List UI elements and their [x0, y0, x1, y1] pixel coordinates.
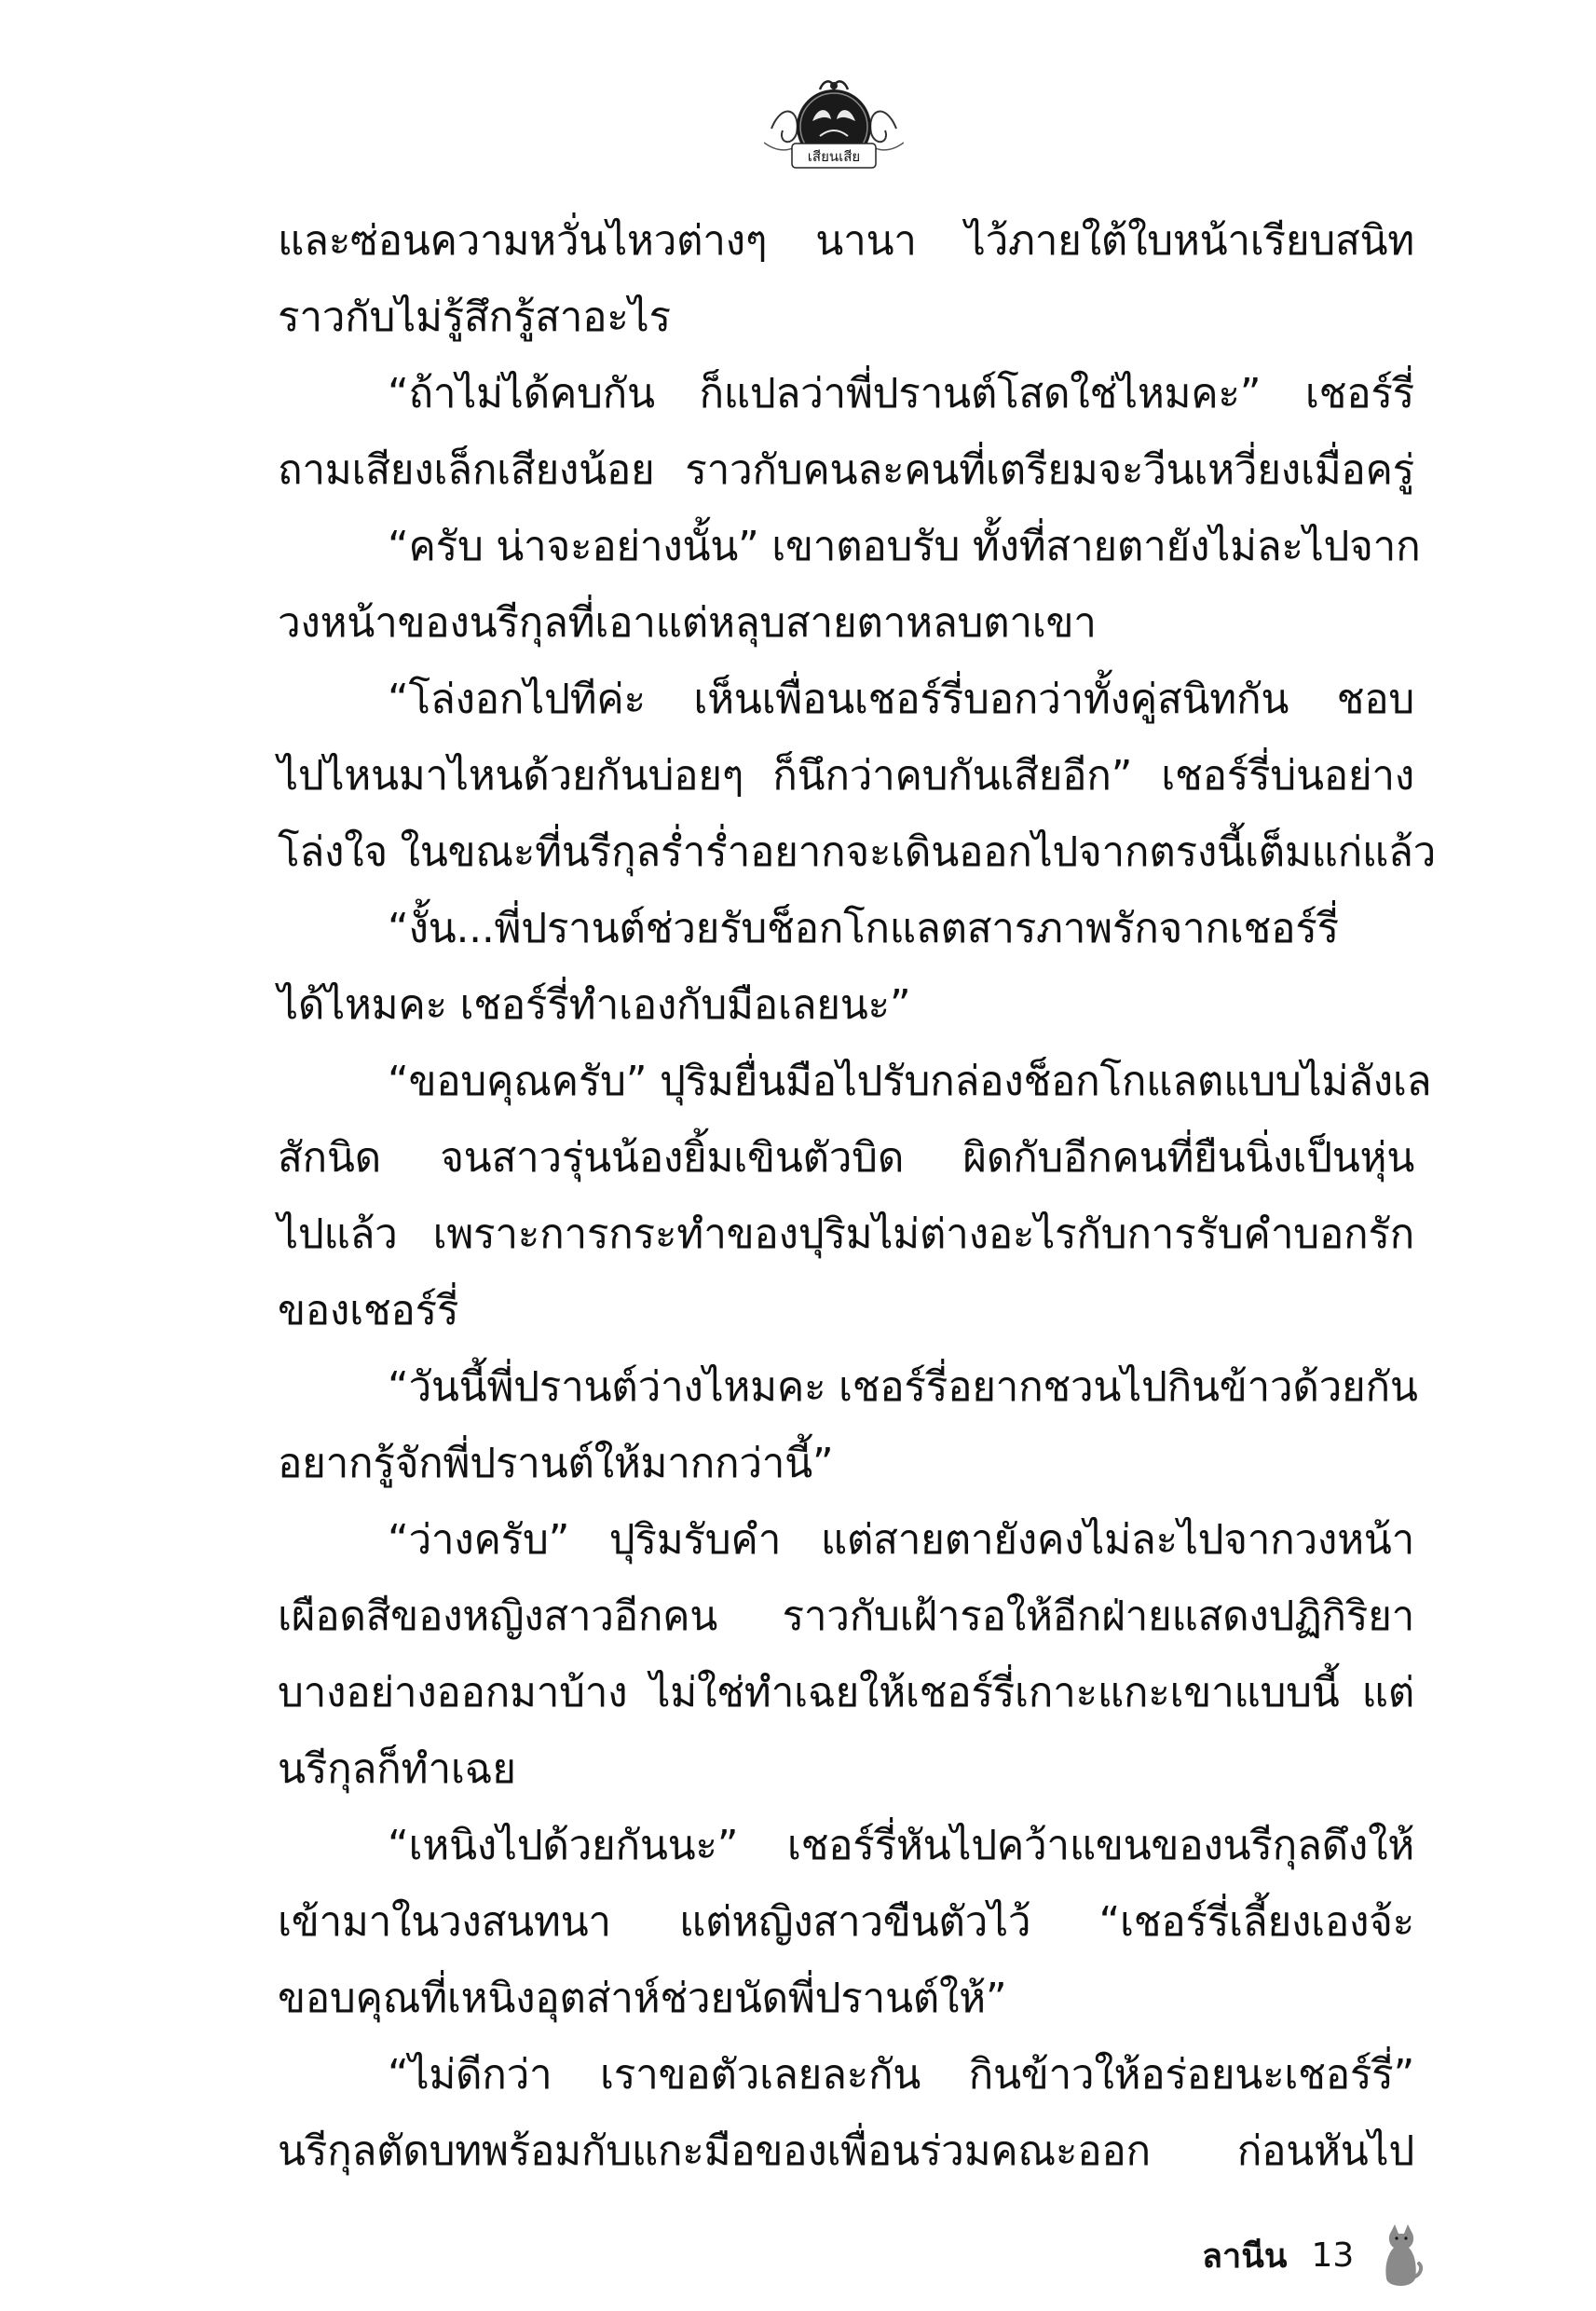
text-line: “เหนิงไปด้วยกันนะ” เชอร์รี่หันไปคว้าแขนของนรีกุลดึงให้: [388, 1822, 1414, 1869]
text-line: เข้ามาในวงสนทนา แต่หญิงสาวขืนตัวไว้ “เชอร์รี่เลี้ยงเองจ้ะ: [278, 1898, 1414, 1946]
text-line: นรีกุลก็ทำเฉย: [278, 1745, 516, 1793]
page-footer: [1202, 2218, 1435, 2292]
text-line: ได้ไหมคะ เชอร์รี่ทำเองกับมือเลยนะ”: [278, 981, 911, 1029]
text-line: ไปไหนมาไหนด้วยกันบ่อยๆ ก็นึกว่าคบกันเสียอีก” เชอร์รี่บ่นอย่าง: [278, 752, 1414, 800]
text-line: นรีกุลตัดบทพร้อมกับแกะมือของเพื่อนร่วมคณะออก ก่อนหันไป: [278, 2127, 1414, 2175]
text-line: อยากรู้จักพี่ปรานต์ให้มากกว่านี้”: [278, 1440, 834, 1487]
text-line: ถามเสียงเล็กเสียงน้อย ราวกับคนละคนที่เตรียมจะวีนเหวี่ยงเมื่อครู่: [278, 446, 1414, 494]
ornament-emblem-icon: [764, 54, 904, 194]
text-line: “วันนี้พี่ปรานต์ว่างไหมคะ เชอร์รี่อยากชวนไปกินข้าวด้วยกัน: [388, 1363, 1418, 1411]
text-line: ไปแล้ว เพราะการกระทำของปุริมไม่ต่างอะไรกับการรับคำบอกรัก: [278, 1210, 1414, 1258]
text-line: บางอย่างออกมาบ้าง ไม่ใช่ทำเฉยให้เชอร์รี่เกาะแกะเขาแบบนี้ แต่: [278, 1669, 1414, 1716]
page-number: 13: [1311, 2236, 1355, 2275]
text-line: เผือดสีของหญิงสาวอีกคน ราวกับเฝ้ารอให้อีกฝ่ายแสดงปฏิกิริยา: [278, 1593, 1414, 1640]
text-line: โล่งใจ ในขณะที่นรีกุลร่ำร่ำอยากจะเดินออกไปจากตรงนี้เต็มแก่แล้ว: [278, 828, 1437, 876]
body-text: [278, 203, 1437, 2190]
text-line: ของเชอร์รี่: [278, 1287, 459, 1334]
text-line: “งั้น...พี่ปรานต์ช่วยรับช็อกโกแลตสารภาพรักจากเชอร์รี่: [388, 905, 1339, 952]
logo-banner-text: เสียนเสีย: [807, 148, 861, 165]
text-line: “ว่างครับ” ปุริมรับคำ แต่สายตายังคงไม่ละไปจากวงหน้า: [388, 1516, 1414, 1564]
footer-author: ลานีน: [1202, 2236, 1288, 2276]
text-line: “ขอบคุณครับ” ปุริมยื่นมือไปรับกล่องช็อกโกแลตแบบไม่ลังเล: [388, 1058, 1432, 1105]
text-line: “ไม่ดีกว่า เราขอตัวเลยละกัน กินข้าวให้อร่อยนะเชอร์รี่”: [388, 2051, 1414, 2099]
text-line: “ครับ น่าจะอย่างนั้น” เขาตอบรับ ทั้งที่สายตายังไม่ละไปจาก: [388, 523, 1421, 570]
text-line: และซ่อนความหวั่นไหวต่างๆ นานา ไว้ภายใต้ใบหน้าเรียบสนิท: [278, 217, 1414, 265]
text-line: “โล่งอกไปทีค่ะ เห็นเพื่อนเชอร์รี่บอกว่าทั้งคู่สนิทกัน ชอบ: [388, 676, 1414, 723]
text-line: ราวกับไม่รู้สึกรู้สาอะไร: [278, 294, 671, 341]
text-line: วงหน้าของนรีกุลที่เอาแต่หลุบสายตาหลบตาเขา: [278, 599, 1097, 647]
text-line: “ถ้าไม่ได้คบกัน ก็แปลว่าพี่ปรานต์โสดใช่ไหมคะ” เชอร์รี่: [388, 370, 1414, 417]
text-line: ขอบคุณที่เหนิงอุตส่าห์ช่วยนัดพี่ปรานต์ให้”: [278, 1975, 1007, 2022]
text-line: สักนิด จนสาวรุ่นน้องยิ้มเขินตัวบิด ผิดกับอีกคนที่ยืนนิ่งเป็นหุ่น: [278, 1134, 1414, 1182]
cat-icon: [1378, 2222, 1425, 2288]
header-ornament-logo: [764, 54, 904, 194]
